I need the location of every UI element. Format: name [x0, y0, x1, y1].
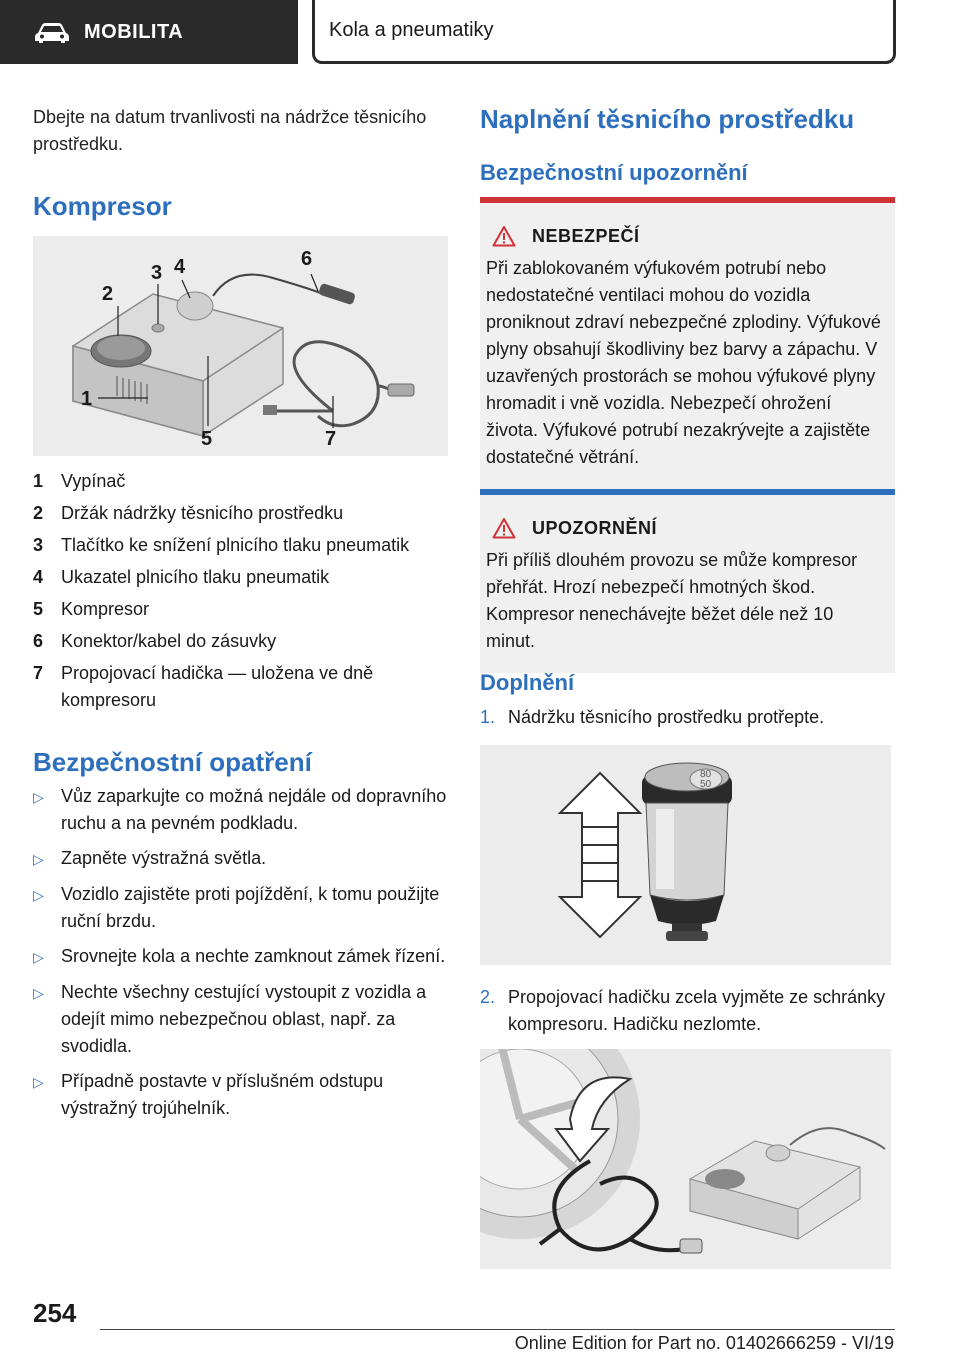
danger-box [480, 197, 895, 489]
figure-label-3: 3 [151, 262, 163, 284]
section-tab [0, 0, 298, 64]
intro-paragraph: Dbejte na datum trvanlivosti na nádržce těsnicího prostředku. [33, 107, 427, 154]
triangle-bullet-icon: ▷ [33, 1074, 44, 1090]
compressor-heading: Kompresor [33, 191, 172, 221]
list-item: ▷ Vozidlo zajistěte proti pojíždění, k tomu použijte ruční brzdu. [33, 881, 448, 935]
figure-label-6: 6 [301, 248, 313, 270]
figure-legend [33, 468, 448, 719]
caution-text: Při příliš dlouhém provozu se může kompresor přehřát. Hrozí nebezpečí hmotných škod. Kompresor nenechávejte běžet déle než 10 minut. [486, 550, 858, 651]
caution-box [480, 489, 895, 673]
list-item: ▷ Případně postavte v příslušném odstupu výstražný trojúhelník. [33, 1068, 448, 1122]
refill-heading: Doplnění [480, 670, 575, 695]
list-item: ▷ Zapněte výstražná světla. [33, 845, 448, 873]
chapter-tab [312, 0, 896, 64]
warning-triangle-icon [492, 225, 516, 247]
gauge-label-80: 80 [700, 769, 712, 780]
legend-item: 6 Konektor/kabel do zásuvky [33, 631, 277, 651]
legend-item: 3 Tlačítko ke snížení plnicího tlaku pneumatik [33, 535, 410, 555]
safety-list [33, 783, 448, 1130]
hose-figure [480, 1049, 891, 1269]
figure-label-5: 5 [201, 428, 213, 450]
figure-label-7: 7 [325, 428, 337, 450]
section-heading: Naplnění těsnicího prostředku [480, 104, 855, 134]
gauge-label-50: 50 [700, 779, 712, 790]
compressor-figure [33, 236, 448, 456]
figure-label-1: 1 [81, 388, 93, 410]
legend-item: 7 Propojovací hadička — uložena ve dně kompresoru [33, 663, 374, 710]
hose-removal-illustration [480, 1049, 891, 1269]
step-item: 1. Nádržku těsnicího prostředku protřepte. [480, 707, 825, 727]
chapter-title: Kola a pneumatiky [329, 19, 494, 41]
legend-item: 5 Kompresor [33, 599, 150, 619]
triangle-bullet-icon: ▷ [33, 985, 44, 1001]
figure-label-4: 4 [174, 256, 186, 278]
footer-rule [100, 1329, 895, 1330]
car-icon [34, 21, 70, 43]
figure-label-2: 2 [102, 283, 114, 305]
edition-note: Online Edition for Part no. 01402666259 - VI/19 [514, 1333, 894, 1353]
step-item: 2. Propojovací hadičku zcela vyjměte ze schránky kompresoru. Hadičku nezlomte. [480, 987, 886, 1034]
triangle-bullet-icon: ▷ [33, 851, 44, 867]
triangle-bullet-icon: ▷ [33, 887, 44, 903]
list-item: ▷ Srovnejte kola a nechte zamknout zámek řízení. [33, 943, 448, 971]
bottle-figure [480, 745, 891, 965]
safety-heading: Bezpečnostní opatření [33, 747, 312, 777]
legend-item: 2 Držák nádržky těsnicího prostředku [33, 503, 344, 523]
caution-label: UPOZORNĚNÍ [532, 517, 658, 538]
page-number: 254 [33, 1298, 77, 1328]
danger-text: Při zablokovaném výfukovém potrubí nebo nedostatečné ventilaci mohou do vozidla proniknout zdraví nebezpečné zplodiny. Výfukové plyny obsahují škodliviny bez barvy a zápachu. V uzavřených prostorách se mohou výfukové plyny hromadit i vně vozidla. Nebezpečí ohrožení života. Výfukové potrubí nezakrývejte a zajistěte dostatečné větrání. [486, 258, 881, 467]
warning-triangle-icon [492, 517, 516, 539]
compressor-illustration [33, 236, 448, 456]
legend-item: 4 Ukazatel plnicího tlaku pneumatik [33, 567, 330, 587]
triangle-bullet-icon: ▷ [33, 789, 44, 805]
section-title: MOBILITA [84, 20, 184, 43]
legend-item: 1 Vypínač [33, 471, 126, 491]
bottle-shake-illustration [480, 745, 891, 965]
subsection-heading: Bezpečnostní upozornění [480, 160, 748, 185]
list-item: ▷ Nechte všechny cestující vystoupit z vozidla a odejít mimo nebezpečnou oblast, např. za svodidla. [33, 979, 448, 1060]
list-item: ▷ Vůz zaparkujte co možná nejdále od dopravního ruchu a na pevném podkladu. [33, 783, 448, 837]
triangle-bullet-icon: ▷ [33, 949, 44, 965]
danger-label: NEBEZPEČÍ [532, 225, 640, 246]
